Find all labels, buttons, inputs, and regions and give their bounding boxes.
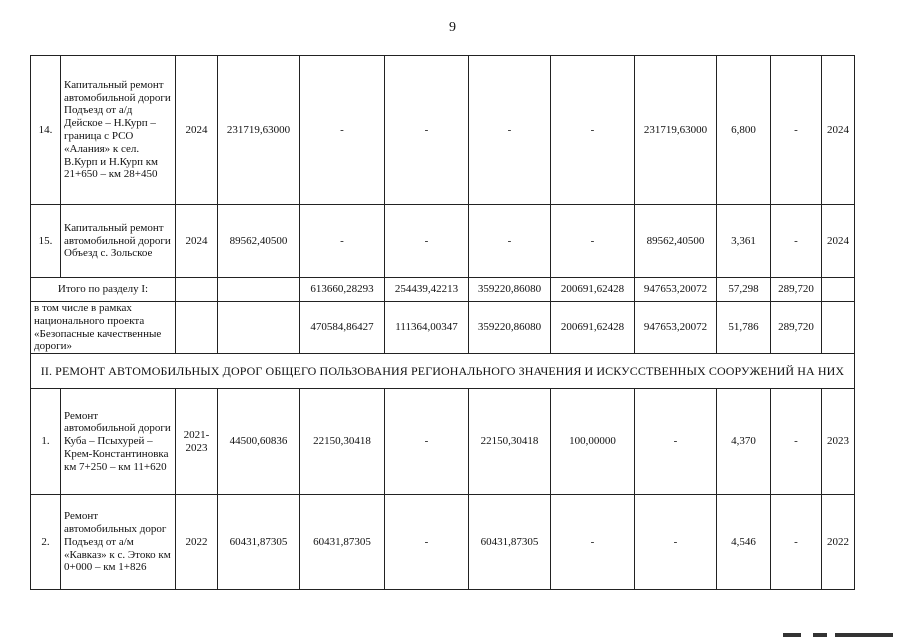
empty-cell — [822, 302, 855, 354]
length-km-cell: 4,370 — [717, 389, 771, 495]
total-cost-cell: 231719,63000 — [218, 56, 300, 205]
scan-artifact — [783, 633, 893, 638]
value-cell: - — [771, 389, 822, 495]
empty-cell — [218, 302, 300, 354]
years-cell: 2024 — [176, 56, 218, 205]
subtotal-row — [31, 278, 855, 302]
value-cell: 289,720 — [771, 278, 822, 302]
value-cell: 289,720 — [771, 302, 822, 354]
row-number: 14. — [31, 56, 61, 205]
value-cell: - — [551, 495, 635, 590]
length-km-cell: 4,546 — [717, 495, 771, 590]
empty-cell — [822, 278, 855, 302]
section-header-row — [31, 354, 855, 389]
value-cell: - — [385, 205, 469, 278]
empty-cell — [176, 302, 218, 354]
value-cell: - — [385, 389, 469, 495]
row-number: 1. — [31, 389, 61, 495]
years-cell: 2022 — [176, 495, 218, 590]
value-cell: - — [635, 389, 717, 495]
value-cell: - — [300, 205, 385, 278]
length-km-cell: 3,361 — [717, 205, 771, 278]
value-cell: 60431,87305 — [469, 495, 551, 590]
section-title: II. РЕМОНТ АВТОМОБИЛЬНЫХ ДОРОГ ОБЩЕГО ПОЛЬЗОВАНИЯ РЕГИОНАЛЬНОГО ЗНАЧЕНИЯ И ИСКУССТВЕННЫХ СООРУЖЕНИЙ НА НИХ — [31, 354, 855, 389]
length-km-cell: 51,786 — [717, 302, 771, 354]
value-cell: 613660,28293 — [300, 278, 385, 302]
end-year-cell: 2023 — [822, 389, 855, 495]
value-cell: - — [469, 56, 551, 205]
end-year-cell: 2022 — [822, 495, 855, 590]
length-km-cell: 6,800 — [717, 56, 771, 205]
value-cell: 359220,86080 — [469, 278, 551, 302]
total-cost-cell: 44500,60836 — [218, 389, 300, 495]
years-cell: 2021-2023 — [176, 389, 218, 495]
value-cell: 200691,62428 — [551, 278, 635, 302]
value-cell: 60431,87305 — [300, 495, 385, 590]
value-cell: - — [551, 56, 635, 205]
end-year-cell: 2024 — [822, 205, 855, 278]
value-cell: 89562,40500 — [635, 205, 717, 278]
length-km-cell: 57,298 — [717, 278, 771, 302]
empty-cell — [218, 278, 300, 302]
object-name: Ремонт автомобильных дорог Подъезд от а/м «Кавказ» к с. Этоко км 0+000 – км 1+826 — [61, 495, 176, 590]
value-cell: 111364,00347 — [385, 302, 469, 354]
value-cell: - — [551, 205, 635, 278]
value-cell: 22150,30418 — [300, 389, 385, 495]
object-name: Ремонт автомобильной дороги Куба – Псыхурей – Крем-Константиновка км 7+250 – км 11+620 — [61, 389, 176, 495]
value-cell: - — [635, 495, 717, 590]
value-cell: - — [771, 495, 822, 590]
total-cost-cell: 60431,87305 — [218, 495, 300, 590]
table-row — [31, 389, 855, 495]
value-cell: - — [385, 56, 469, 205]
value-cell: - — [300, 56, 385, 205]
table-row — [31, 495, 855, 590]
value-cell: - — [771, 205, 822, 278]
end-year-cell: 2024 — [822, 56, 855, 205]
value-cell: - — [385, 495, 469, 590]
value-cell: - — [771, 56, 822, 205]
value-cell: 359220,86080 — [469, 302, 551, 354]
object-name: Капитальный ремонт автомобильной дороги Объезд с. Зольское — [61, 205, 176, 278]
table-row — [31, 56, 855, 205]
value-cell: 231719,63000 — [635, 56, 717, 205]
row-number: 15. — [31, 205, 61, 278]
national-project-label: в том числе в рамках национального проекта «Безопасные качественные дороги» — [31, 302, 176, 354]
value-cell: 100,00000 — [551, 389, 635, 495]
row-number: 2. — [31, 495, 61, 590]
empty-cell — [176, 278, 218, 302]
subtotal-label: Итого по разделу I: — [31, 278, 176, 302]
program-table — [30, 55, 855, 590]
table-row — [31, 205, 855, 278]
value-cell: - — [469, 205, 551, 278]
national-project-row — [31, 302, 855, 354]
years-cell: 2024 — [176, 205, 218, 278]
object-name: Капитальный ремонт автомобильной дороги Подъезд от а/д Дейское – Н.Курп – граница с РСО «Алания» к сел. В.Курп и Н.Курп км 21+650 – км 28+450 — [61, 56, 176, 205]
value-cell: 947653,20072 — [635, 302, 717, 354]
value-cell: 22150,30418 — [469, 389, 551, 495]
value-cell: 470584,86427 — [300, 302, 385, 354]
value-cell: 200691,62428 — [551, 302, 635, 354]
value-cell: 254439,42213 — [385, 278, 469, 302]
page-number: 9 — [449, 20, 456, 35]
value-cell: 947653,20072 — [635, 278, 717, 302]
total-cost-cell: 89562,40500 — [218, 205, 300, 278]
